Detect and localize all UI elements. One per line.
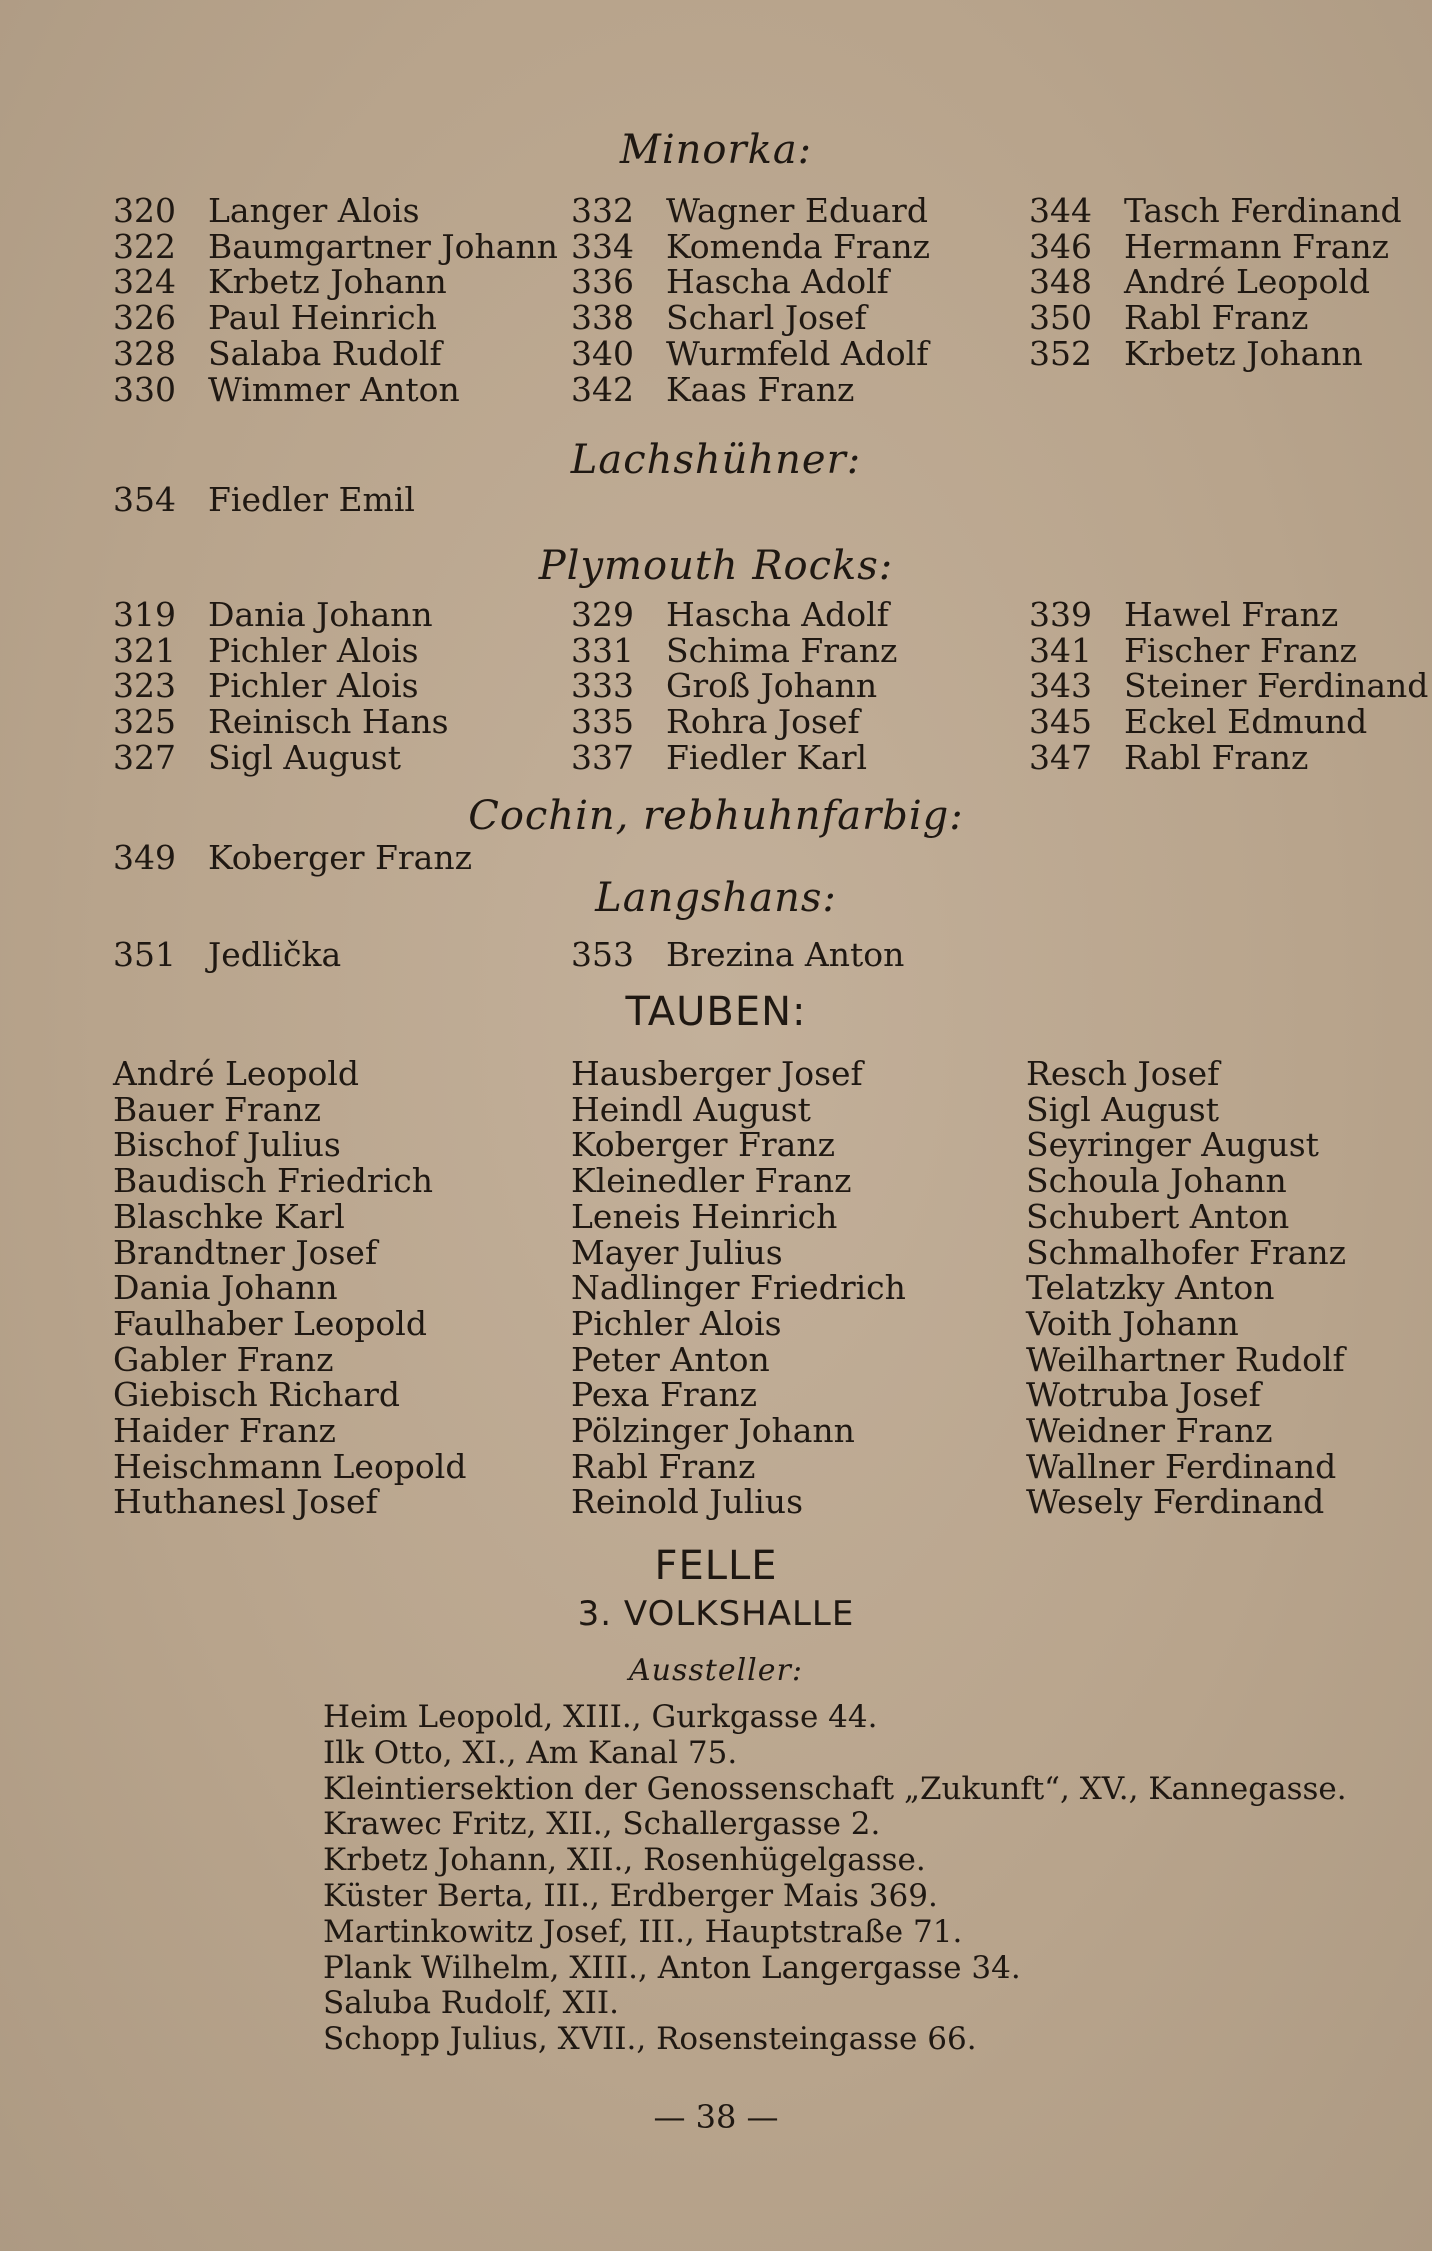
entry-number: 341 <box>1029 630 1092 670</box>
catalog-entry <box>571 737 897 777</box>
catalog-entry <box>113 737 449 777</box>
list-item: Pichler Alois <box>571 1303 782 1343</box>
list-item: Faulhaber Leopold <box>113 1303 427 1343</box>
entry-number: 343 <box>1029 666 1092 706</box>
entry-name: Rabl Franz <box>1124 737 1309 777</box>
catalog-entry <box>1029 300 1402 336</box>
entry-number: 326 <box>113 298 176 338</box>
list-item: Martinkowitz Josef, III., Hauptstraße 71. <box>323 1913 963 1950</box>
list-item: Schopp Julius, XVII., Rosensteingasse 66. <box>323 2021 977 2058</box>
entry-name: Groß Johann <box>666 666 878 706</box>
entry-number: 321 <box>113 630 176 670</box>
catalog-entry <box>1029 264 1402 300</box>
langshans-col-1 <box>113 937 341 973</box>
entry-name: Rabl Franz <box>1124 298 1309 338</box>
entry-name: Pichler Alois <box>208 630 419 670</box>
catalog-entry <box>1029 630 1428 670</box>
list-item: Wotruba Josef <box>1026 1375 1261 1415</box>
entry-name: Eckel Edmund <box>1124 702 1368 742</box>
list-item: Rabl Franz <box>571 1446 756 1486</box>
entry-number: 349 <box>113 838 176 877</box>
entry-number: 347 <box>1029 737 1092 777</box>
list-item: Wesely Ferdinand <box>1026 1482 1325 1522</box>
entry-name: Kaas Franz <box>666 369 855 409</box>
catalog-entry <box>113 840 472 876</box>
heading-cochin: Cochin, rebhuhnfarbig: <box>468 793 964 839</box>
entry-name: Krbetz Johann <box>1124 333 1363 373</box>
catalog-entry <box>1029 226 1402 266</box>
list-item: Heindl August <box>571 1089 811 1129</box>
list-item: Weidner Franz <box>1026 1411 1273 1451</box>
catalog-entry <box>571 226 930 266</box>
list-item: Dania Johann <box>113 1268 338 1308</box>
felle-exhibitor-list <box>323 1700 1347 2058</box>
entry-number: 322 <box>113 226 176 266</box>
catalog-entry <box>571 630 898 670</box>
list-item: Reinold Julius <box>571 1482 803 1522</box>
catalog-entry <box>1029 737 1428 777</box>
list-item: Mayer Julius <box>571 1232 783 1272</box>
list-item: Koberger Franz <box>571 1125 835 1165</box>
catalog-entry <box>571 333 930 373</box>
entry-number: 335 <box>571 702 634 742</box>
entry-name: Fischer Franz <box>1124 630 1357 670</box>
entry-number: 324 <box>113 262 176 302</box>
list-item: Küster Berta, III., Erdberger Mais 369. <box>323 1877 938 1914</box>
list-item: Wallner Ferdinand <box>1026 1446 1337 1486</box>
list-item: André Leopold <box>113 1054 359 1093</box>
entry-number: 331 <box>571 630 634 670</box>
entry-name: Reinisch Hans <box>208 702 449 742</box>
entry-number: 334 <box>571 226 634 266</box>
catalog-entry <box>1029 597 1428 633</box>
list-item: Giebisch Richard <box>113 1375 400 1415</box>
list-item: Schoula Johann <box>1026 1161 1287 1201</box>
entry-number: 323 <box>113 666 176 706</box>
list-item: Telatzky Anton <box>1026 1268 1275 1308</box>
entry-number: 353 <box>571 935 634 974</box>
list-item: Voith Johann <box>1026 1303 1239 1343</box>
entry-name: Schima Franz <box>666 630 898 670</box>
entry-name: Jedlička <box>208 935 342 974</box>
entry-number: 329 <box>571 595 634 634</box>
list-item: Weilhartner Rudolf <box>1026 1339 1345 1379</box>
entry-name: Fiedler Emil <box>208 480 415 519</box>
entry-number: 320 <box>113 191 176 230</box>
entry-name: Langer Alois <box>208 191 420 230</box>
list-item: Peter Anton <box>571 1339 770 1379</box>
catalog-entry <box>571 300 930 336</box>
catalog-entry <box>113 264 558 300</box>
catalog-entry <box>571 937 904 973</box>
entry-name: Tasch Ferdinand <box>1124 191 1402 230</box>
list-item: Schmalhofer Franz <box>1026 1232 1346 1272</box>
heading-minorka: Minorka: <box>619 127 813 173</box>
list-item: Pölzinger Johann <box>571 1411 855 1451</box>
entry-number: 352 <box>1029 333 1092 373</box>
entry-name: Salaba Rudolf <box>208 333 442 373</box>
entry-name: Wagner Eduard <box>666 191 928 230</box>
catalog-entry <box>571 264 930 300</box>
subheading-volkshalle: 3. VOLKSHALLE <box>577 1594 855 1634</box>
list-item: Sigl August <box>1026 1089 1219 1129</box>
entry-name: Hascha Adolf <box>666 262 889 302</box>
entry-number: 338 <box>571 298 634 338</box>
entry-number: 354 <box>113 480 176 519</box>
list-item: Kleinedler Franz <box>571 1161 852 1201</box>
catalog-entry <box>113 369 558 409</box>
heading-plymouth-rocks: Plymouth Rocks: <box>538 543 894 589</box>
list-item: Haider Franz <box>113 1411 336 1451</box>
langshans-col-2 <box>571 937 904 973</box>
list-item: Krawec Fritz, XII., Schallergasse 2. <box>323 1806 881 1843</box>
list-item: Gabler Franz <box>113 1339 334 1379</box>
plymouth-col-1 <box>113 597 449 776</box>
list-item: Ilk Otto, XI., Am Kanal 75. <box>323 1734 738 1771</box>
catalog-entry <box>113 333 558 373</box>
tauben-col-3 <box>1026 1056 1346 1520</box>
catalog-entry <box>571 193 930 229</box>
entry-name: Krbetz Johann <box>208 262 447 302</box>
catalog-entry <box>113 226 558 266</box>
catalog-entry <box>113 482 415 518</box>
entry-number: 328 <box>113 333 176 373</box>
minorka-col-1 <box>113 193 558 407</box>
entry-number: 333 <box>571 666 634 706</box>
list-item: Seyringer August <box>1026 1125 1319 1165</box>
entry-name: Rohra Josef <box>666 702 860 742</box>
entry-name: Fiedler Karl <box>666 737 868 777</box>
entry-number: 348 <box>1029 262 1092 302</box>
list-item: Resch Josef <box>1026 1054 1220 1093</box>
cochin-col-1 <box>113 840 472 876</box>
plymouth-col-3 <box>1029 597 1428 776</box>
entry-number: 344 <box>1029 191 1092 230</box>
entry-name: Paul Heinrich <box>208 298 437 338</box>
entry-number: 336 <box>571 262 634 302</box>
lachshuehner-col-1 <box>113 482 415 518</box>
heading-tauben: TAUBEN: <box>625 989 807 1035</box>
catalog-entry <box>1029 193 1402 229</box>
catalog-entry <box>113 193 558 229</box>
catalog-entry <box>571 668 897 704</box>
minorka-col-2 <box>571 193 930 407</box>
catalog-entry <box>571 704 897 740</box>
list-item: Plank Wilhelm, XIII., Anton Langergasse 34. <box>323 1949 1021 1986</box>
list-item: Bischof Julius <box>113 1125 341 1165</box>
entry-number: 339 <box>1029 595 1092 634</box>
entry-name: André Leopold <box>1124 262 1370 302</box>
catalog-entry <box>571 597 897 633</box>
entry-number: 330 <box>113 369 176 409</box>
entry-name: Pichler Alois <box>208 666 419 706</box>
entry-number: 346 <box>1029 226 1092 266</box>
minorka-col-3 <box>1029 193 1402 372</box>
list-item: Heischmann Leopold <box>113 1446 467 1486</box>
entry-name: Hermann Franz <box>1124 226 1390 266</box>
entry-number: 350 <box>1029 298 1092 338</box>
catalog-entry <box>1029 668 1428 704</box>
tauben-col-1 <box>113 1056 466 1520</box>
entry-name: Dania Johann <box>208 595 433 634</box>
catalog-entry <box>113 704 449 740</box>
entry-name: Brezina Anton <box>666 935 905 974</box>
entry-name: Hawel Franz <box>1124 595 1339 634</box>
list-item: Bauer Franz <box>113 1089 321 1129</box>
entry-name: Wimmer Anton <box>208 369 460 409</box>
heading-langshans: Langshans: <box>595 875 837 921</box>
list-item: Kleintiersektion der Genossenschaft „Zukunft“, XV., Kannegasse. <box>323 1770 1347 1807</box>
entry-number: 319 <box>113 595 176 634</box>
heading-lachshuehner: Lachshühner: <box>570 437 862 483</box>
catalog-entry <box>571 369 930 409</box>
list-item: Schubert Anton <box>1026 1196 1290 1236</box>
list-item: Blaschke Karl <box>113 1196 345 1236</box>
catalog-entry <box>113 668 449 704</box>
list-item: Saluba Rudolf, XII. <box>323 1985 619 2022</box>
list-item: Huthanesl Josef <box>113 1482 378 1522</box>
list-item: Heim Leopold, XIII., Gurkgasse 44. <box>323 1699 878 1735</box>
entry-number: 340 <box>571 333 634 373</box>
entry-name: Scharl Josef <box>666 298 867 338</box>
entry-number: 327 <box>113 737 176 777</box>
label-aussteller: Aussteller: <box>629 1653 803 1688</box>
entry-name: Sigl August <box>208 737 401 777</box>
list-item: Hausberger Josef <box>571 1054 863 1093</box>
list-item: Krbetz Johann, XII., Rosenhügelgasse. <box>323 1842 926 1879</box>
plymouth-col-2 <box>571 597 897 776</box>
entry-number: 332 <box>571 191 634 230</box>
catalog-entry <box>113 597 449 633</box>
list-item: Leneis Heinrich <box>571 1196 838 1236</box>
catalog-entry <box>113 630 449 670</box>
entry-number: 342 <box>571 369 634 409</box>
entry-number: 345 <box>1029 702 1092 742</box>
catalog-entry <box>1029 704 1428 740</box>
entry-name: Wurmfeld Adolf <box>666 333 929 373</box>
entry-number: 351 <box>113 935 176 974</box>
list-item: Nadlinger Friedrich <box>571 1268 906 1308</box>
entry-name: Baumgartner Johann <box>208 226 558 266</box>
page-number: — 38 — <box>653 2098 779 2136</box>
entry-name: Hascha Adolf <box>666 595 889 634</box>
catalog-entry <box>113 300 558 336</box>
entry-name: Komenda Franz <box>666 226 930 266</box>
entry-number: 325 <box>113 702 176 742</box>
catalog-entry <box>113 937 341 973</box>
entry-number: 337 <box>571 737 634 777</box>
catalog-entry <box>1029 333 1402 373</box>
list-item: Brandtner Josef <box>113 1232 378 1272</box>
entry-name: Koberger Franz <box>208 838 472 877</box>
entry-name: Steiner Ferdinand <box>1124 666 1429 706</box>
tauben-col-2 <box>571 1056 906 1520</box>
list-item: Pexa Franz <box>571 1375 758 1415</box>
heading-felle: FELLE <box>654 1543 778 1589</box>
list-item: Baudisch Friedrich <box>113 1161 433 1201</box>
